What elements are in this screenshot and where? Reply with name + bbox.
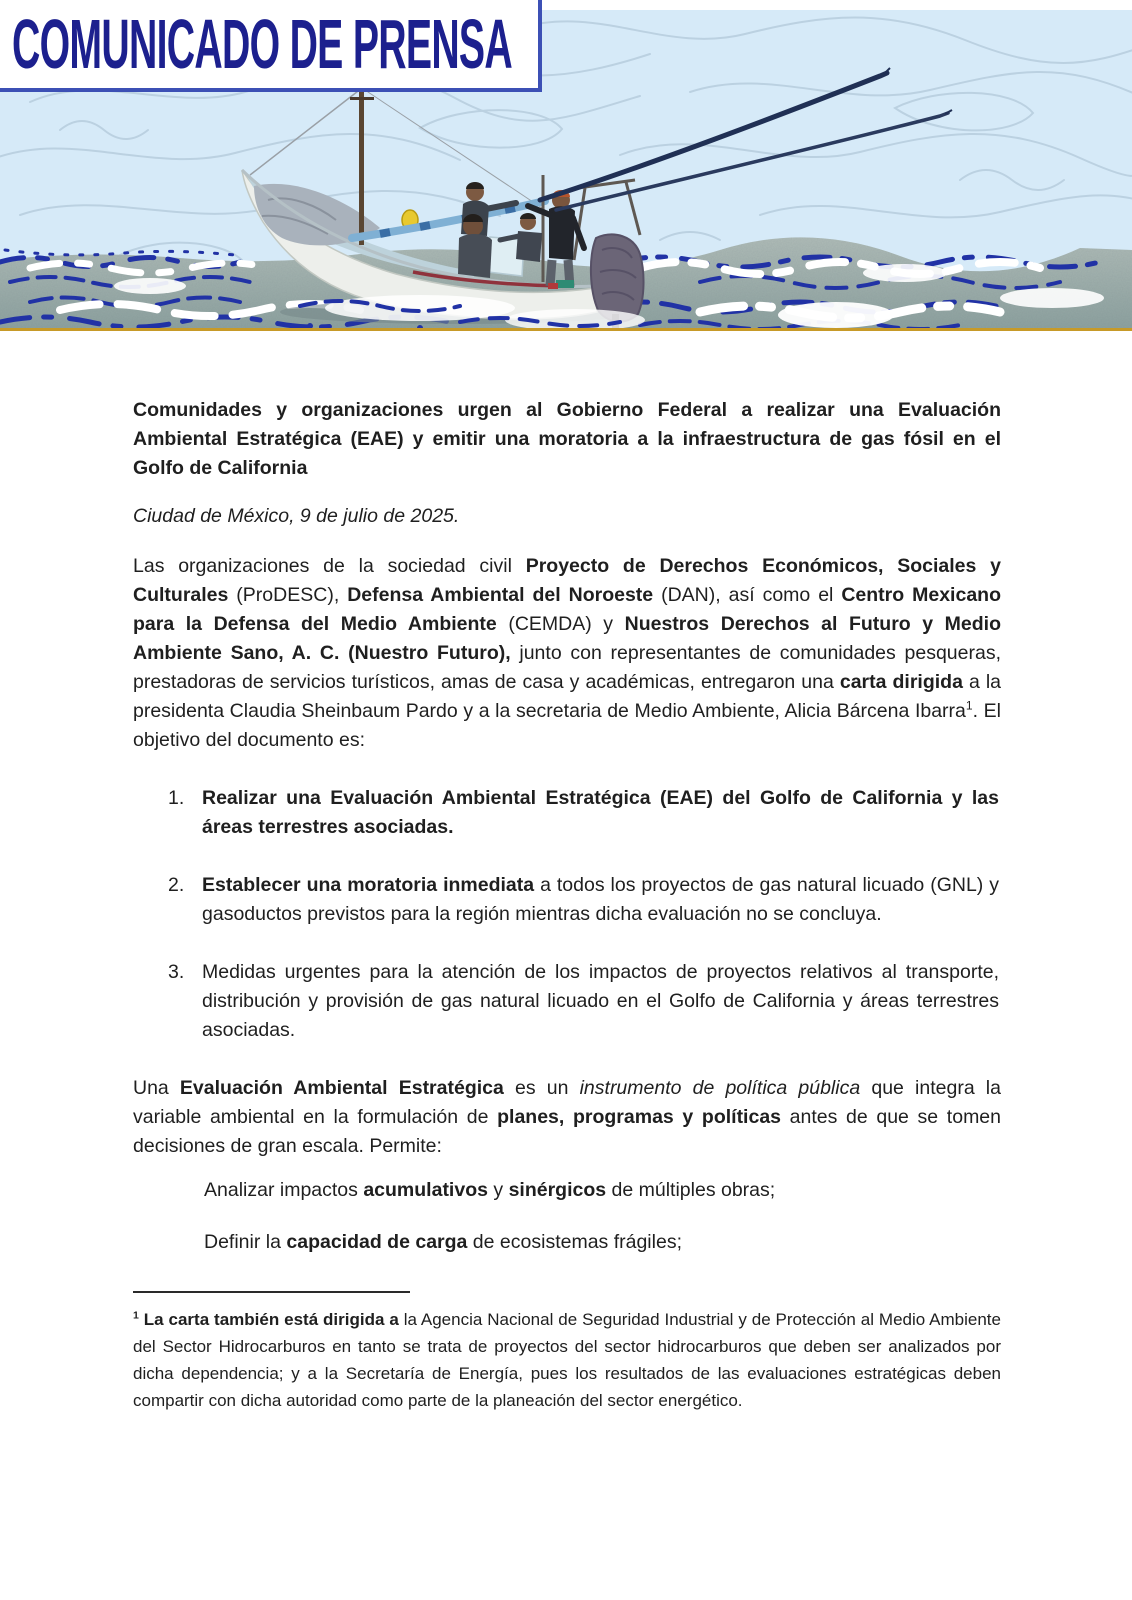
header — [0, 0, 1132, 331]
mast — [359, 85, 364, 245]
eae-paragraph: Una Evaluación Ambiental Estratégica es un instrumento de política pública que integra la variable ambiental en la formulación de planes, programas y políticas antes de que se tomen decisiones de gran escala. Permite: — [133, 1077, 1002, 1157]
benefits-list — [133, 1176, 1001, 1257]
demands-list — [133, 784, 1001, 1045]
intro-paragraph: Las organizaciones de la sociedad civil Proyecto de Derechos Económicos, Sociales y Culturales (ProDESC), Defensa Ambiental del Noroeste (DAN), así como el Centro Mexicano para la Defensa del Medio Ambiente (CEMDA) y Nuestros Derechos al Futuro y Medio Ambiente Sano, A. C. (Nuestro Futuro), junto con representantes de comunidades pesqueras, prestadoras de servicios turísticos, amas de casa y académicas, entregaron una carta dirigida a la presidenta Claudia Sheinbaum Pardo y a la secretaria de Medio Ambiente, Alicia Bárcena Ibarra$^1$. El objetivo del documento es: — [133, 555, 1001, 751]
list-item — [133, 958, 1001, 1045]
list-item-text: Realizar una Evaluación Ambiental Estratégica (EAE) del Golfo de California y las áreas terrestres asociadas. — [202, 787, 999, 838]
list-item-text: Medidas urgentes para la atención de los impactos de proyectos relativos al transporte, distribución y provisión de gas natural licuado en el Golfo de California y áreas terrestres asociadas. — [202, 961, 999, 1041]
footnote-text: $^1$ La carta también está dirigida a la Agencia Nacional de Seguridad Industrial y de Protección al Medio Ambiente del Sector Hidrocarburos en tanto se trata de proyectos del sector hidrocarburos que deben ser analizados por dicha dependencia; y a la Secretaría de Energía, pues los resultados de las evaluaciones estratégicas deben compartir con dicha autoridad como parte de la planeación del sector energético. — [133, 1309, 1001, 1410]
gold-rule — [0, 328, 1132, 331]
dateline: Ciudad de México, 9 de julio de 2025. — [133, 505, 460, 527]
bullet-item — [133, 1176, 1001, 1205]
footnote-section — [133, 1291, 1001, 1414]
press-release-banner — [0, 0, 542, 92]
bullet-item-text: Definir la capacidad de carga de ecosistemas frágiles; — [204, 1231, 682, 1253]
bullet-item-text: Analizar impactos acumulativos y sinérgicos de múltiples obras; — [204, 1179, 776, 1201]
list-number: 2. — [168, 874, 185, 896]
list-number: 1. — [168, 787, 185, 809]
list-item-text: Establecer una moratoria inmediata a todos los proyectos de gas natural licuado (GNL) y gasoductos previstos para la región mientras dicha evaluación no se concluya. — [202, 874, 999, 925]
document-body — [133, 396, 1001, 1414]
bullet-item — [133, 1228, 1001, 1257]
list-number: 3. — [168, 961, 185, 983]
document-title: Comunidades y organizaciones urgen al Gobierno Federal a realizar una Evaluación Ambiental Estratégica (EAE) y emitir una moratoria a la infraestructura de gas fósil en el Golfo de California — [133, 399, 1001, 479]
footnote-divider — [133, 1291, 410, 1293]
list-item — [133, 871, 1001, 929]
list-item — [133, 784, 1001, 842]
banner-title: COMUNICADO DE PRENSA — [12, 4, 512, 83]
